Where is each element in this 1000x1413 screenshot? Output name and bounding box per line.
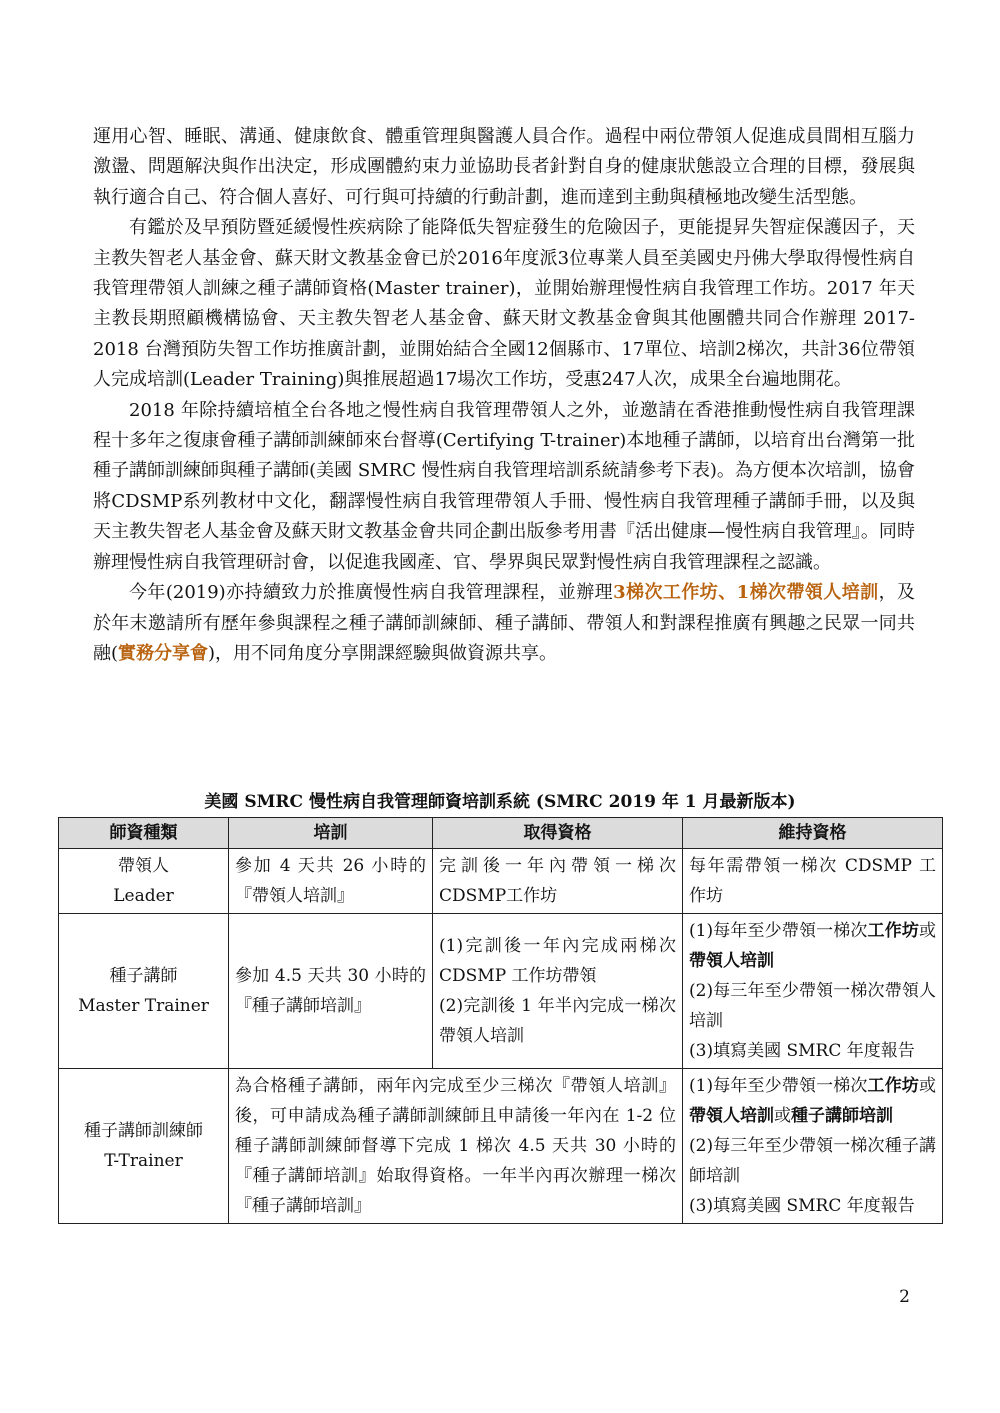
type-zh: 種子講師訓練師	[84, 1121, 203, 1141]
cell-maintain-t-trainer	[683, 1069, 943, 1224]
maintain-or-2: 或	[774, 1106, 791, 1126]
type-zh: 種子講師	[109, 966, 178, 986]
type-en: Master Trainer	[78, 996, 209, 1016]
highlight-sharing-meeting: 實務分享會	[118, 642, 209, 664]
cell-qualify-master-trainer	[433, 914, 683, 1069]
maintain-item-1	[689, 916, 936, 976]
paragraph-1: 運用心智、睡眠、溝通、健康飲食、體重管理與醫護人員合作。過程中兩位帶領人促進成員間相互腦力激盪、問題解決與作出決定，形成團體約束力並協助長者針對自身的健康狀態設立合理的目標，發展與執行適合自己、符合個人喜好、可行與可持續的行動計劃，進而達到主動與積極地改變生活型態。	[93, 126, 915, 208]
cell-type-master-trainer	[59, 914, 229, 1069]
maintain-item-2: (2)每三年至少帶領一梯次帶領人培訓	[689, 981, 936, 1031]
paragraph-2: 有鑑於及早預防暨延緩慢性疾病除了能降低失智症發生的危險因子，更能提昇失智症保護因子，天主教失智老人基金會、蘇天財文教基金會已於2016年度派3位專業人員至美國史丹佛大學取得慢性病自我管理帶領人訓練之種子講師資格(Master trainer)，並開始辦理慢性病自我管理工作坊。2017 年天主教長期照顧機構協會、天主教失智老人基金會、蘇天財文教基金會與其他團體共同合作辦理 2017-2018 台灣預防失智工作坊推廣計劃，並開始結合全國12個縣市、17單位、培訓2梯次，共計36位帶領人完成培訓(Leader Training)與推展超過17場次工作坊，受惠247人次，成果全台遍地開花。	[93, 217, 915, 391]
header-qualification: 取得資格	[433, 818, 683, 849]
paragraph-4-text-3: )，用不同角度分享開課經驗與做資源共享。	[208, 642, 558, 664]
maintain-item-2: (2)每三年至少帶領一梯次種子講師培訓	[689, 1136, 936, 1186]
header-training: 培訓	[229, 818, 433, 849]
maintain-item-1	[689, 1071, 936, 1131]
maintain-or: 或	[919, 1076, 936, 1096]
paragraph-4-text-2: ，及於年末邀請所有歷年參與課程之種子講師訓練師、種子講師、帶領人和對課程推廣有興趣之民眾一同共融(	[93, 582, 916, 664]
table-header-row	[59, 818, 943, 849]
type-zh: 帶領人	[118, 856, 169, 876]
cell-training-qualify-t-trainer: 為合格種子講師，兩年內完成至少三梯次『帶領人培訓』後，可申請成為種子講師訓練師且申請後一年內在 1-2 位種子講師訓練師督導下完成 1 梯次 4.5 天共 30 小時的『種子講師培訓』始取得資格。一年半內再次辦理一梯次『種子講師培訓』	[229, 1069, 683, 1224]
maintain-item-3: (3)填寫美國 SMRC 年度報告	[689, 1196, 915, 1216]
maintain-item-3: (3)填寫美國 SMRC 年度報告	[689, 1041, 915, 1061]
qualify-item-2: (2)完訓後 1 年半內完成一梯次帶領人培訓	[439, 996, 676, 1046]
cell-training-master-trainer: 參加 4.5 天共 30 小時的『種子講師培訓』	[229, 914, 433, 1069]
bold-workshop: 工作坊	[867, 1076, 919, 1096]
cell-maintain-leader: 每年需帶領一梯次 CDSMP 工作坊	[683, 849, 943, 914]
cell-type-t-trainer	[59, 1069, 229, 1224]
body-text	[93, 122, 915, 669]
highlight-leader-training: 1梯次帶領人培訓	[736, 582, 879, 604]
highlight-workshops: 3梯次工作坊	[613, 582, 719, 604]
qualify-item-1: (1)完訓後一年內完成兩梯次 CDSMP 工作坊帶領	[439, 936, 676, 986]
maintain-or: 或	[919, 921, 936, 941]
highlight-separator: 、	[718, 582, 737, 604]
bold-master-training: 種子講師培訓	[791, 1106, 893, 1126]
type-en: T-Trainer	[104, 1151, 183, 1171]
bold-workshop: 工作坊	[867, 921, 919, 941]
maintain-item-1-text: (1)每年至少帶領一梯次	[689, 1076, 868, 1096]
bold-leader-training: 帶領人培訓	[689, 1106, 774, 1126]
paragraph-4-text: 今年(2019)亦持續致力於推廣慢性病自我管理課程，並辦理	[129, 582, 614, 604]
header-maintenance: 維持資格	[683, 818, 943, 849]
table-caption: 美國 SMRC 慢性病自我管理師資培訓系統 (SMRC 2019 年 1 月最新版本)	[204, 792, 796, 812]
maintain-item-1-text: (1)每年至少帶領一梯次	[689, 921, 868, 941]
cell-type-leader	[59, 849, 229, 914]
type-en: Leader	[113, 886, 174, 906]
cell-qualify-leader: 完訓後一年內帶領一梯次CDSMP工作坊	[433, 849, 683, 914]
paragraph-4	[93, 578, 915, 669]
table-row-master-trainer	[59, 914, 943, 1069]
table-row-t-trainer	[59, 1069, 943, 1224]
header-trainer-type: 師資種類	[59, 818, 229, 849]
bold-leader-training: 帶領人培訓	[689, 951, 774, 971]
trainer-system-table	[58, 817, 943, 1224]
page-number: 2	[899, 1287, 910, 1307]
cell-training-leader: 參加 4 天共 26 小時的『帶領人培訓』	[229, 849, 433, 914]
cell-maintain-master-trainer	[683, 914, 943, 1069]
paragraph-3: 2018 年除持續培植全台各地之慢性病自我管理帶領人之外，並邀請在香港推動慢性病自我管理課程十多年之復康會種子講師訓練師來台督導(Certifying T-trainer)本地種子講師，以培育出台灣第一批種子講師訓練師與種子講師(美國 SMRC 慢性病自我管理培訓系統請參考下表)。為方便本次培訓，協會將CDSMP系列教材中文化，翻譯慢性病自我管理帶領人手冊、慢性病自我管理種子講師手冊，以及與天主教失智老人基金會及蘇天財文教基金會共同企劃出版參考用書『活出健康—慢性病自我管理』。同時辦理慢性病自我管理研討會，以促進我國產、官、學界與民眾對慢性病自我管理課程之認識。	[93, 399, 915, 573]
table-row-leader	[59, 849, 943, 914]
